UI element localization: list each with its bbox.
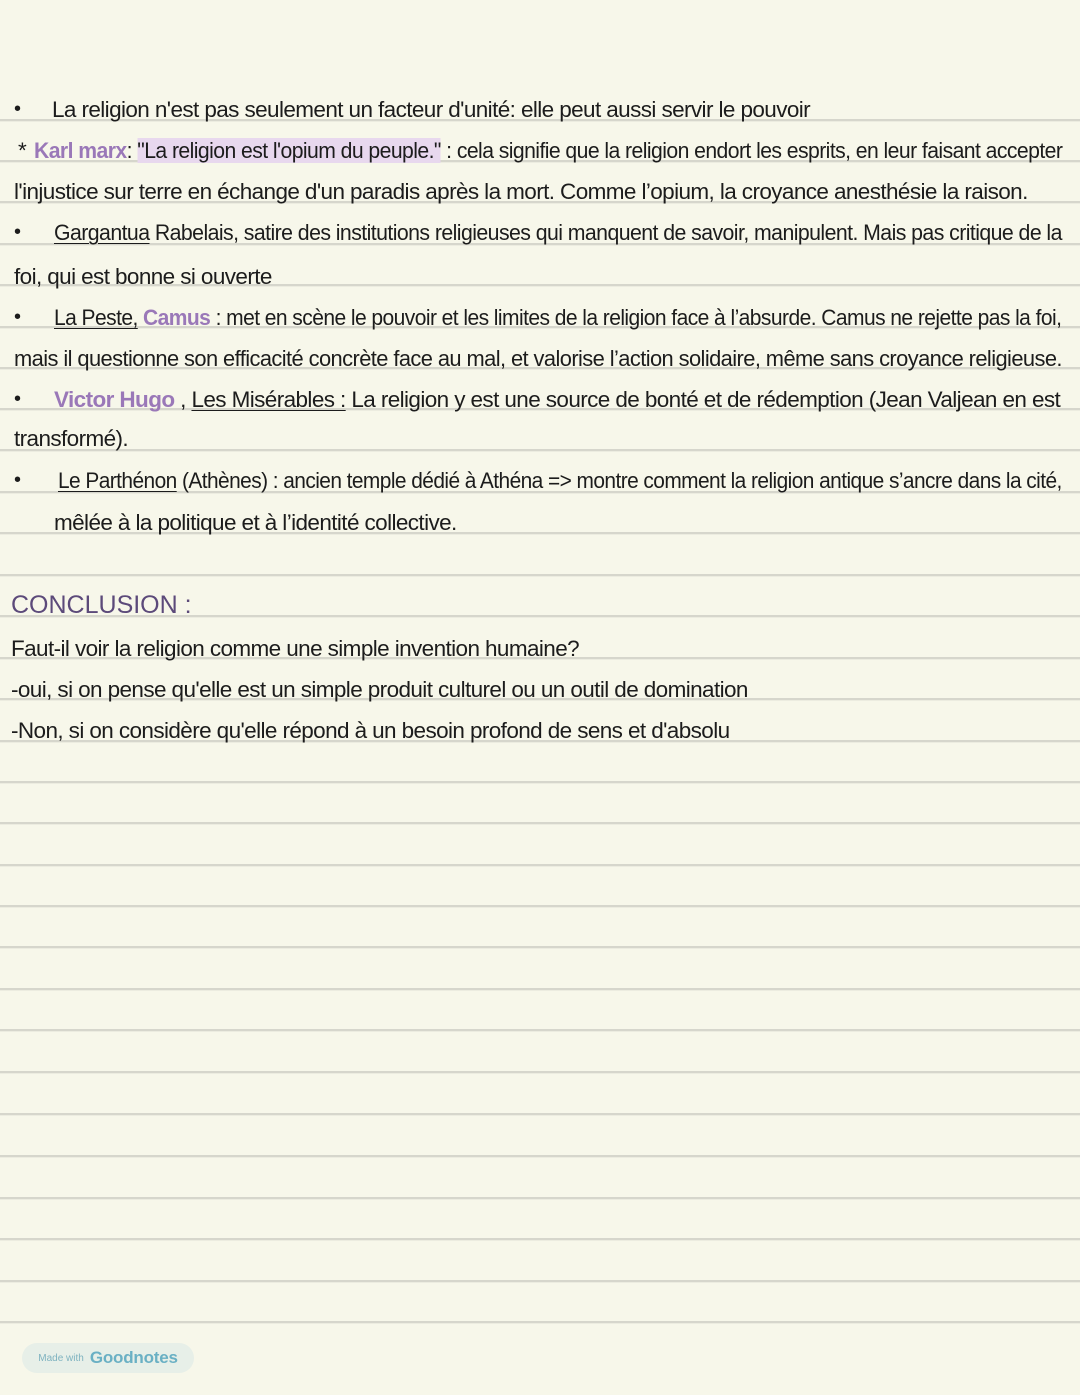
author-name-camus: Camus: [143, 305, 211, 330]
highlighted-quote: "La religion est l'opium du peuple.": [137, 138, 441, 163]
goodnotes-badge: [22, 1343, 194, 1373]
answer-yes-text: -oui, si on pense qu'elle est un simple produit culturel ou un outil de domination: [11, 677, 748, 702]
bullet-icon: •: [14, 98, 21, 120]
note-text: Rabelais, satire des institutions religieuses qui manquent de savoir, manipulent. Mais pas critique de la: [149, 220, 1062, 245]
asterisk-icon: *: [18, 138, 27, 163]
note-line-la-peste: [0, 297, 1080, 338]
note-line-karl-marx: [0, 130, 1080, 171]
ruling-line: [0, 1197, 1080, 1200]
note-text: l'injustice sur terre en échange d'un paradis après la mort. Comme l’opium, la croyance anesthésie la raison.: [14, 179, 1028, 204]
note-text: (Athènes) : ancien temple dédié à Athéna => montre comment la religion antique s’ancre dans la cité,: [176, 468, 1062, 493]
heading-text: CONCLUSION :: [11, 591, 192, 619]
note-line-victor-hugo: [0, 379, 1080, 420]
note-text: La religion y est une source de bonté et de rédemption (Jean Valjean en est: [345, 387, 1061, 412]
bullet-icon: •: [14, 221, 21, 243]
ruling-line: [0, 1113, 1080, 1116]
work-title-les-miserables: Les Misérables :: [191, 387, 346, 412]
note-text: : cela signifie que la religion endort les esprits, en leur faisant accepter: [440, 138, 1063, 163]
bullet-icon: •: [14, 306, 21, 328]
answer-no-text: -Non, si on considère qu'elle répond à un besoin profond de sens et d'absolu: [11, 718, 730, 743]
conclusion-yes: [0, 669, 1080, 710]
ruling-line: [0, 1029, 1080, 1032]
ruling-line: [0, 1071, 1080, 1074]
made-with-label: Made with: [38, 1352, 84, 1364]
separator: ,: [174, 387, 192, 412]
bullet-icon: •: [14, 388, 21, 410]
note-line-faith: [0, 256, 1080, 297]
work-title-parthenon: Le Parthénon: [58, 468, 177, 493]
ruling-line: [0, 905, 1080, 908]
note-line-unity-power: [0, 89, 1080, 130]
conclusion-heading: [0, 585, 1080, 626]
note-line-transforme: [0, 418, 1080, 459]
note-text: : met en scène le pouvoir et les limites de la religion face à l’absurde. Camus ne rejette pas la foi,: [210, 305, 1062, 330]
author-name-victor-hugo: Victor Hugo: [54, 387, 175, 412]
ruling-line: [0, 822, 1080, 825]
goodnotes-logo: Goodnotes: [89, 1348, 178, 1367]
ruling-line: [0, 574, 1080, 577]
author-name-karl-marx: Karl marx: [34, 138, 127, 163]
note-line-opium-explanation: [0, 171, 1080, 212]
ruling-line: [0, 946, 1080, 949]
ruling-line: [0, 1321, 1080, 1324]
note-line-camus-action: [0, 338, 1080, 379]
ruling-line: [0, 1155, 1080, 1158]
question-text: Faut-il voir la religion comme une simple invention humaine?: [11, 636, 580, 661]
ruling-line: [0, 1280, 1080, 1283]
note-text: mêlée à la politique et à l’identité collective.: [54, 510, 457, 535]
note-line-gargantua: [0, 212, 1080, 253]
bullet-icon: •: [14, 469, 21, 491]
ruling-line: [0, 864, 1080, 867]
ruling-line: [0, 781, 1080, 784]
work-title-la-peste: La Peste,: [54, 305, 138, 330]
note-text: mais il questionne son efficacité concrète face au mal, et valorise l’action solidaire, même sans croyance religieuse.: [14, 346, 1062, 371]
note-line-parthenon: [0, 460, 1080, 501]
conclusion-no: [0, 710, 1080, 751]
work-title-gargantua: Gargantua: [54, 220, 150, 245]
note-text: La religion n'est pas seulement un facteur d'unité: elle peut aussi servir le pouvoir: [52, 97, 811, 122]
note-text: transformé).: [14, 426, 129, 451]
note-text: foi, qui est bonne si ouverte: [14, 264, 272, 289]
conclusion-question: [0, 628, 1080, 669]
ruling-line: [0, 988, 1080, 991]
colon: :: [126, 138, 138, 163]
ruling-line: [0, 1238, 1080, 1241]
note-line-collective-identity: [0, 502, 1080, 543]
